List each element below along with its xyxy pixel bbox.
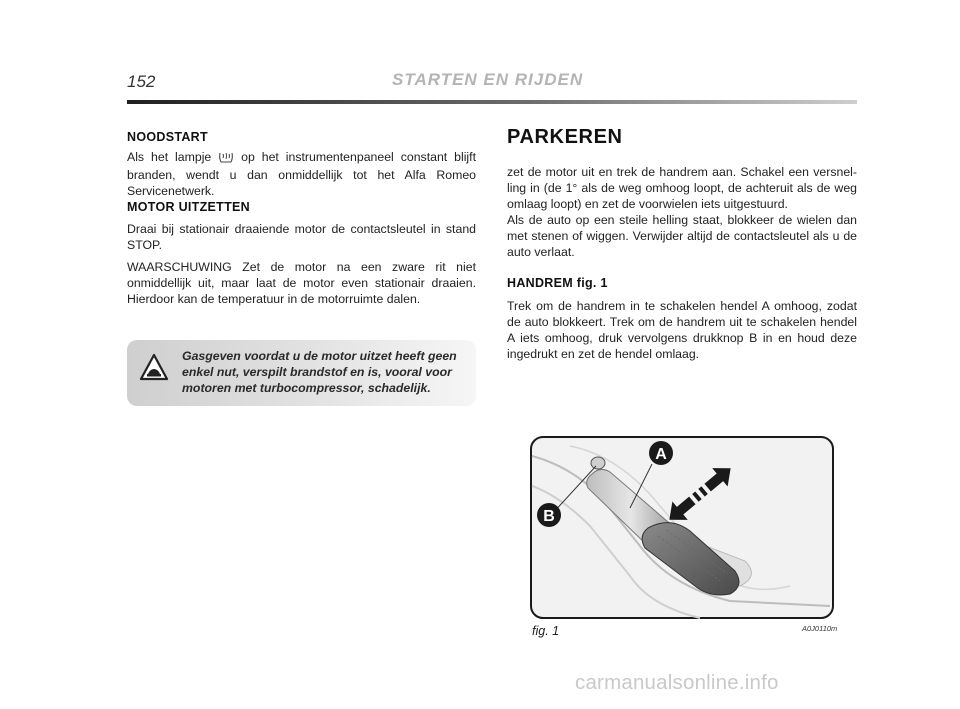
noodstart-text-after: op het instrumentenpaneel constant blijft branden, wendt u dan onmiddellijk tot het Alfa Romeo Servicenetwerk. (127, 150, 476, 198)
warning-triangle-icon (139, 353, 169, 381)
figure-code: A0J0110m (802, 624, 838, 633)
watermark: carmanualsonline.info (575, 671, 779, 694)
figure-label-a: A (655, 446, 667, 463)
handrem-paragraph: Trek om de handrem in te schakelen hendel A omhoog, zodat de auto blokkeert. Trek om de handrem uit te schakelen hendel A iets omhoog, druk vervolgens drukknop B in en houd deze ingedrukt en zet de hendel omlaag. (507, 299, 857, 361)
motor-uitzetten-heading: MOTOR UITZETTEN (127, 200, 251, 214)
parkeren-heading: PARKEREN (507, 126, 623, 148)
motor-uitzetten-paragraph-2: WAARSCHUWING Zet de motor na een zware rit niet onmiddellijk uit, maar laat de motor even stationair draaien. Hierdoor kan de temperatuur in de motorruimte dalen. (127, 260, 476, 306)
parkeren-paragraph-1: zet de motor uit en trek de handrem aan. Schakel een versnelling in (de 1° als de weg omhoog loopt, de achteruit als de weg omlaag loopt) en zet de voorwielen iets uitgestuurd. (507, 165, 857, 211)
warning-text: Gasgeven voordat u de motor uitzet heeft geen enkel nut, verspilt brandstof en is, vooral voor motoren met turbocompressor, schadelijk. (182, 349, 457, 395)
motor-uitzetten-paragraph-1: Draai bij stationair draaiende motor de contactsleutel in stand STOP. (127, 222, 476, 252)
page-number: 152 (127, 72, 156, 91)
figure-caption: fig. 1 (532, 624, 560, 638)
header-rule (127, 100, 857, 104)
parkeren-paragraph-2: Als de auto op een steile helling staat, blokkeer de wielen dan met stenen of wiggen. Verwijder altijd de contactsleutel als u de auto verlaat. (507, 213, 857, 259)
glow-plug-warning-icon (218, 150, 234, 167)
figure-label-b: B (543, 508, 555, 525)
noodstart-paragraph (127, 149, 476, 199)
handbrake-figure (530, 436, 834, 619)
handrem-heading: HANDREM fig. 1 (507, 276, 608, 290)
noodstart-text-before: Als het lampje (127, 150, 212, 164)
noodstart-heading: NOODSTART (127, 130, 208, 144)
running-head: STARTEN EN RIJDEN (392, 70, 584, 89)
